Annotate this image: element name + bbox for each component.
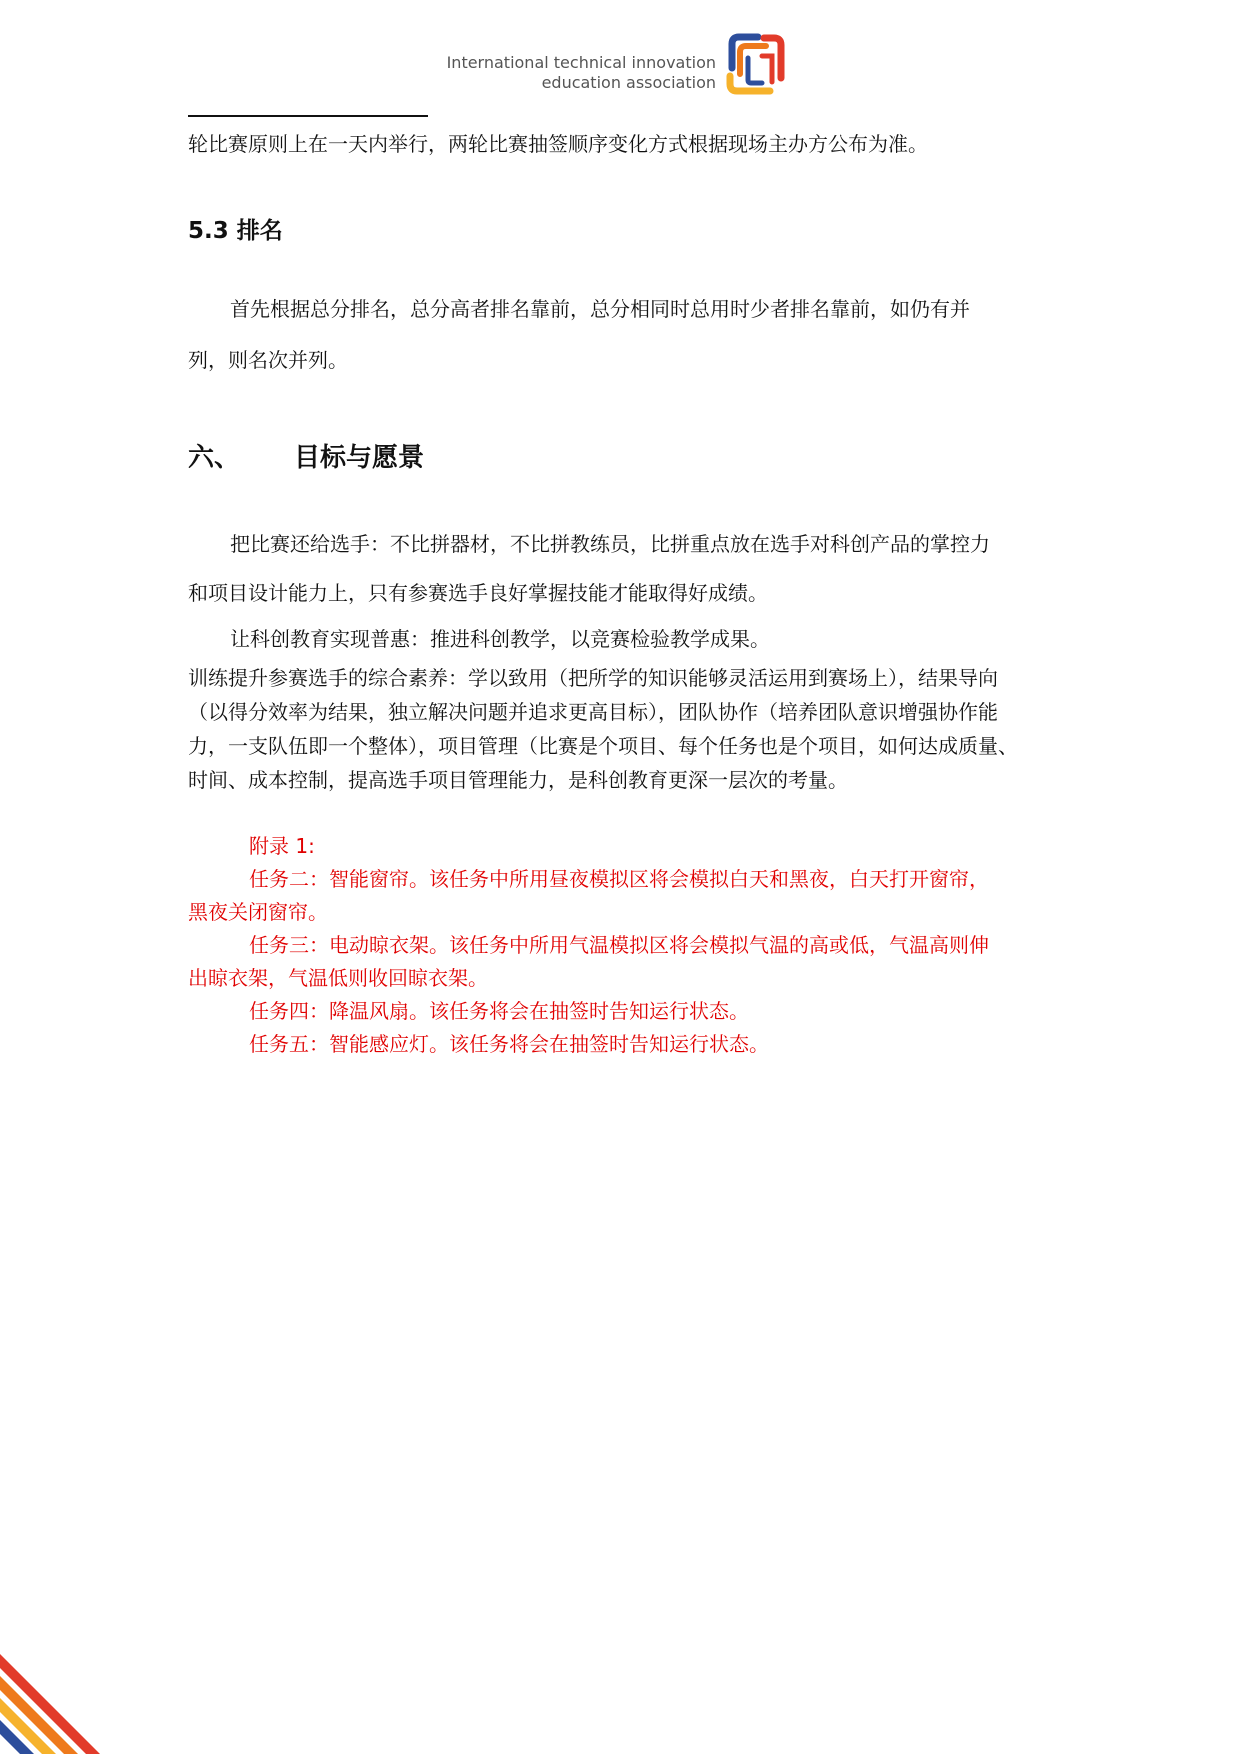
section-5-3-heading (188, 212, 283, 245)
appendix-task5: 任务五：智能感应灯。该任务将会在抽签时告知运行状态。 (249, 1032, 769, 1056)
ranking-text-line2: 列，则名次并列。 (188, 348, 348, 372)
corner-stripes-icon (0, 1654, 110, 1754)
header-rule (188, 115, 428, 117)
section-title: 排名 (236, 218, 283, 244)
goal3-line2: （以得分效率为结果，独立解决问题并追求更高目标），团队协作（培养团队意识增强协作能 (188, 700, 998, 724)
itiea-logo-icon (718, 28, 790, 100)
goal1-line1: 把比赛还给选手：不比拼器材，不比拼教练员，比拼重点放在选手对科创产品的掌控力 (230, 532, 990, 556)
section-number: 5.3 (188, 218, 229, 244)
org-name (446, 53, 716, 93)
goal2: 让科创教育实现普惠：推进科创教学，以竞赛检验教学成果。 (230, 627, 770, 651)
org-name-line2: education association (541, 73, 716, 92)
appendix-task2-line2: 黑夜关闭窗帘。 (188, 900, 328, 924)
appendix-title: 附录 1: (249, 834, 315, 858)
section-number: 六、 (188, 443, 241, 473)
appendix-task3-line1: 任务三：电动晾衣架。该任务中所用气温模拟区将会模拟气温的高或低，气温高则伸 (249, 933, 989, 957)
appendix-task2-line1: 任务二：智能窗帘。该任务中所用昼夜模拟区将会模拟白天和黑夜，白天打开窗帘， (249, 867, 989, 891)
ranking-text-line1: 首先根据总分排名，总分高者排名靠前，总分相同时总用时少者排名靠前，如仍有并 (230, 297, 970, 321)
appendix-task4: 任务四：降温风扇。该任务将会在抽签时告知运行状态。 (249, 999, 749, 1023)
paragraph-continuation: 轮比赛原则上在一天内举行，两轮比赛抽签顺序变化方式根据现场主办方公布为准。 (188, 132, 928, 156)
goal1-line2: 和项目设计能力上，只有参赛选手良好掌握技能才能取得好成绩。 (188, 581, 768, 605)
section-6-heading (188, 437, 424, 474)
appendix-task3-line2: 出晾衣架，气温低则收回晾衣架。 (188, 966, 488, 990)
goal3-line1: 训练提升参赛选手的综合素养：学以致用（把所学的知识能够灵活运用到赛场上），结果导向 (188, 666, 998, 690)
org-name-line1: International technical innovation (446, 53, 716, 72)
goal3-line4: 时间、成本控制，提高选手项目管理能力，是科创教育更深一层次的考量。 (188, 768, 848, 792)
section-title: 目标与愿景 (294, 443, 425, 473)
goal3-line3: 力，一支队伍即一个整体），项目管理（比赛是个项目、每个任务也是个项目，如何达成质量、 (188, 734, 1018, 758)
